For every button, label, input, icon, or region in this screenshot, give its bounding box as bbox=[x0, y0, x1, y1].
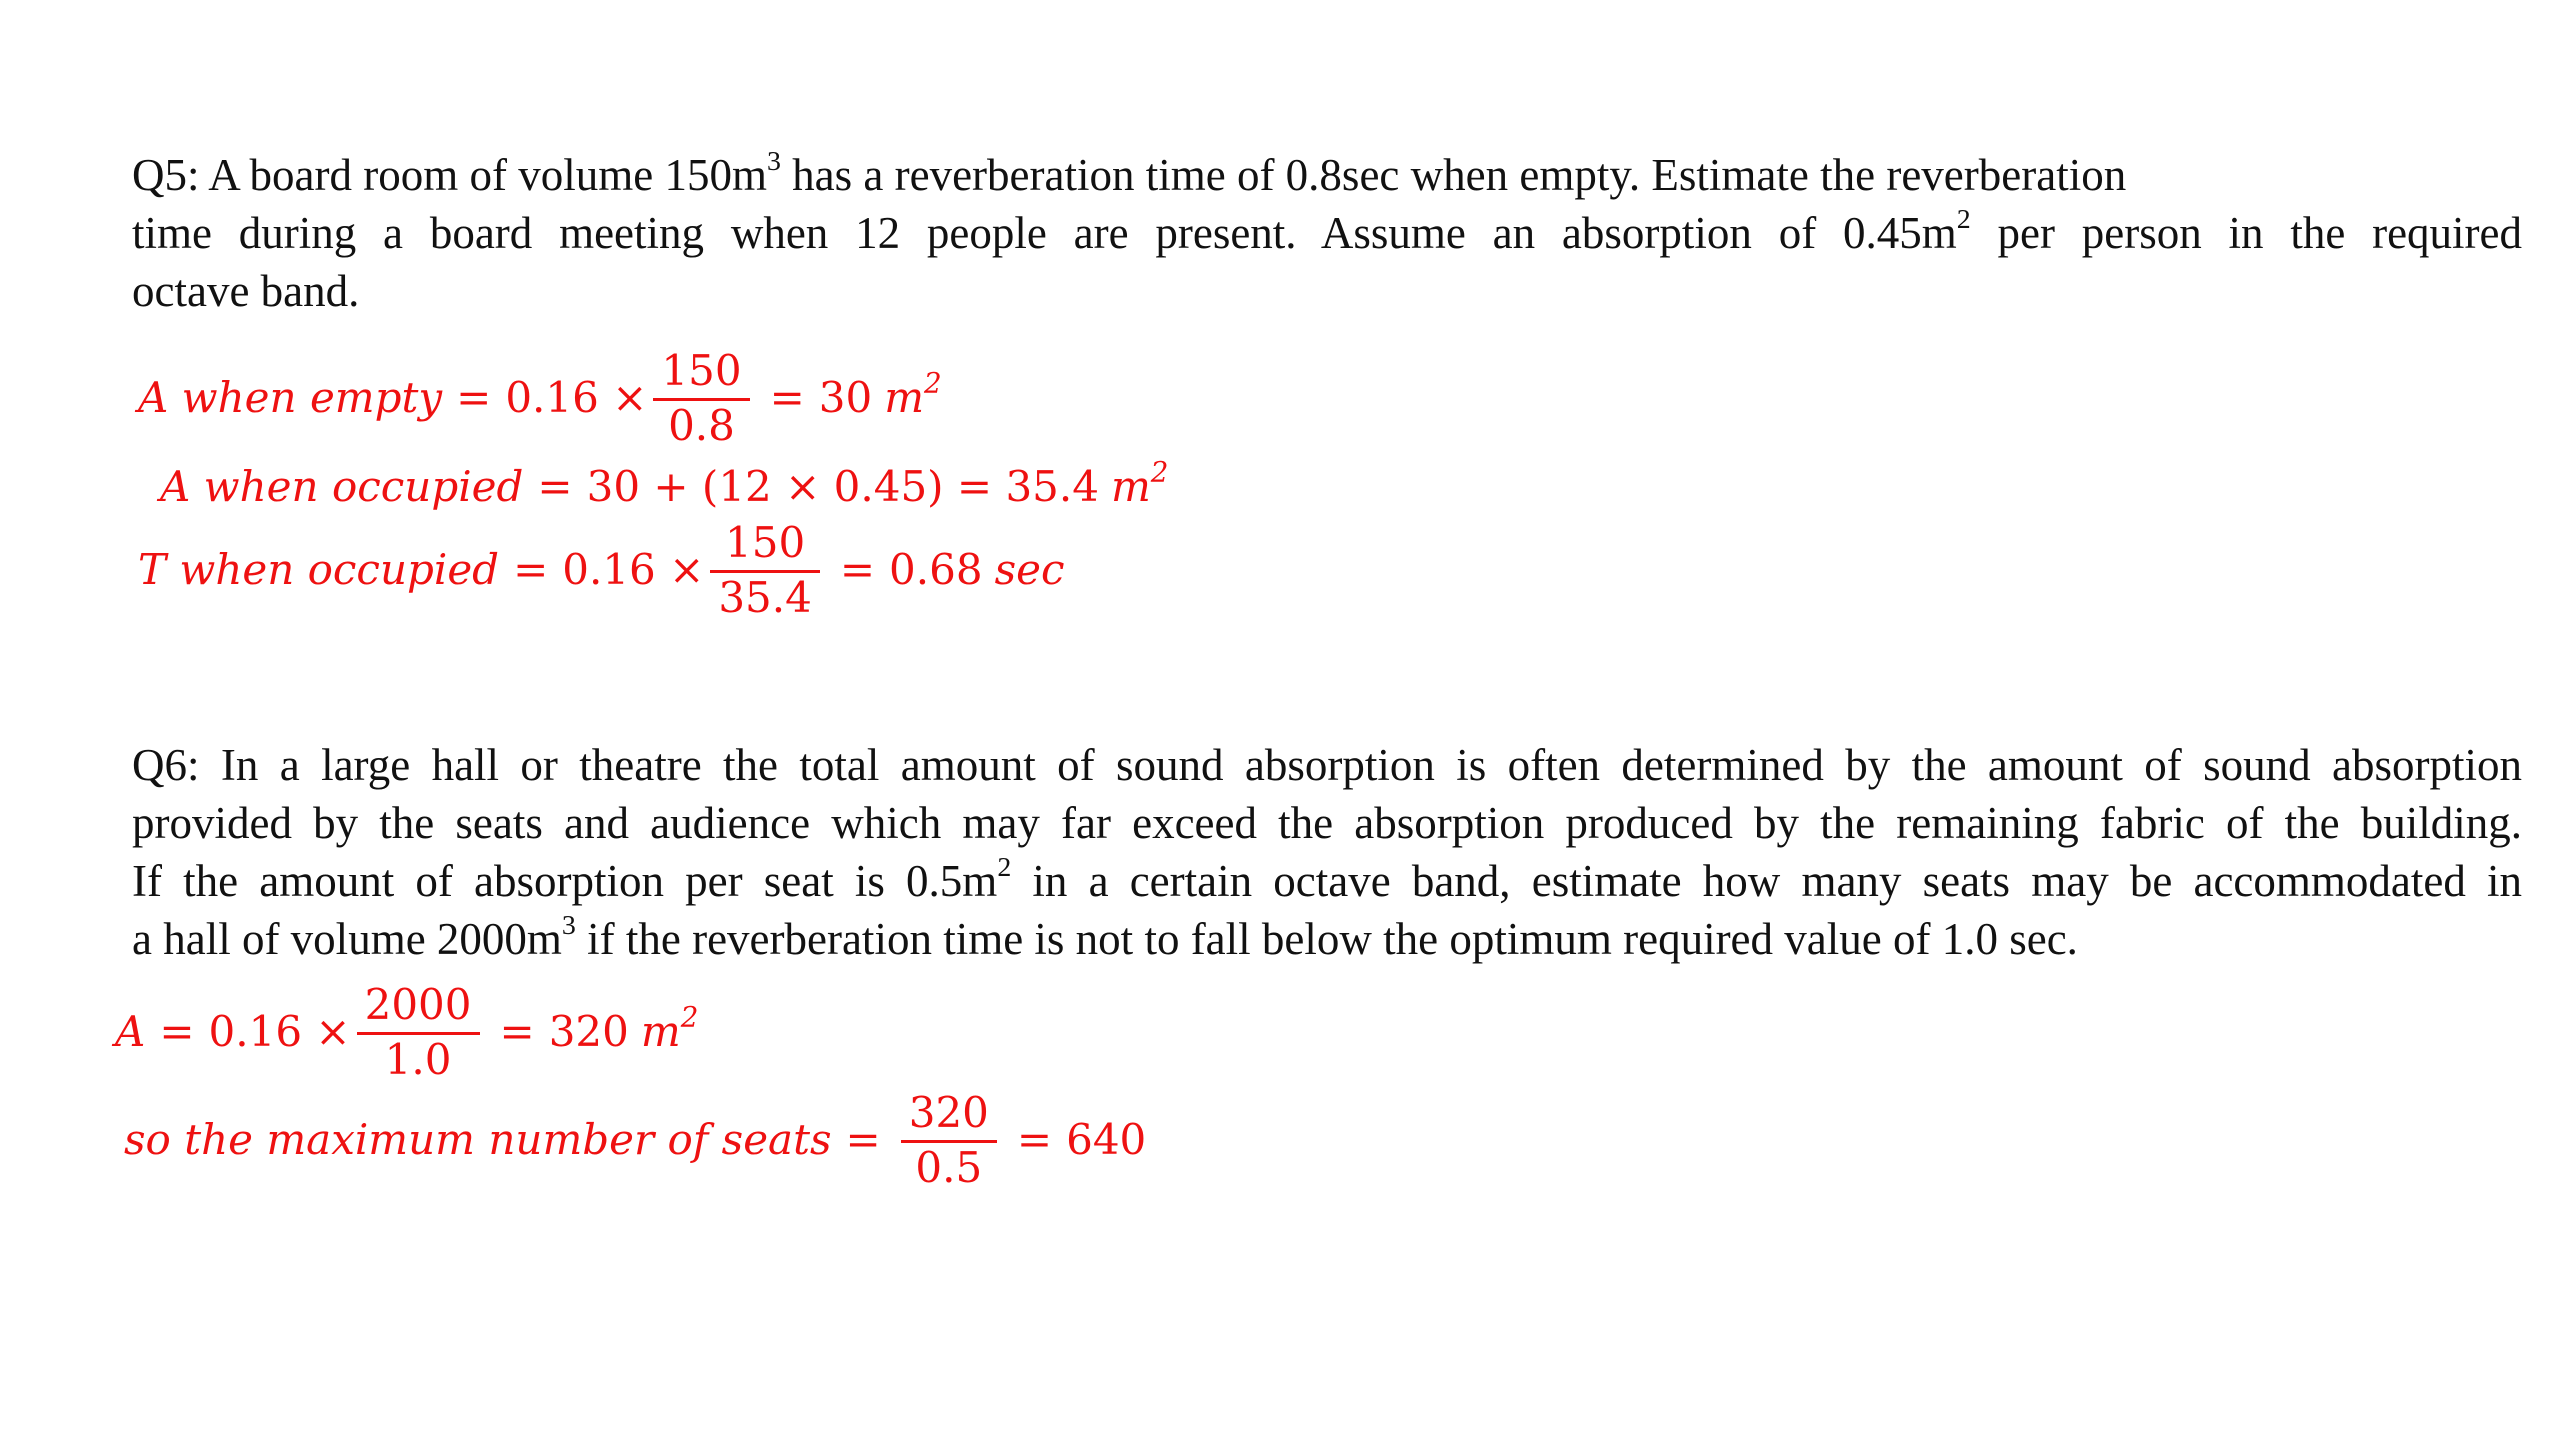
q6-eq1-equals: = bbox=[159, 1007, 195, 1056]
q5-eq3-denominator: 35.4 bbox=[718, 573, 812, 622]
q5-equation-occupied bbox=[160, 455, 1169, 511]
q6-eq1-result: 320 bbox=[548, 1007, 629, 1056]
q5-line-1-text-b: has a reverberation time of 0.8sec when empty. Estimate the reverberation bbox=[780, 150, 2127, 200]
q5-eq1-unit-superscript: 2 bbox=[924, 366, 942, 400]
q5-line-1-superscript: 3 bbox=[766, 145, 781, 177]
q5-eq1-equals-2: = bbox=[769, 373, 805, 422]
q5-eq3-result: 0.68 bbox=[889, 545, 983, 594]
q6-line-3-superscript: 2 bbox=[997, 851, 1012, 883]
q6-line-3-text-b: in a certain octave band, estimate how many seats may be accommodated in bbox=[1011, 856, 2523, 906]
q6-line-4-text-a: a hall of volume 2000m bbox=[132, 914, 562, 964]
q6-eq1-fraction bbox=[357, 980, 480, 1084]
q5-line-3: octave band. bbox=[132, 266, 360, 316]
q5-eq3-equals-2: = bbox=[839, 545, 876, 594]
q6-line-4-text-b: if the reverberation time is not to fall below the optimum required value of 1.0 sec. bbox=[575, 914, 2078, 964]
q6-eq2-equals: = bbox=[845, 1115, 881, 1164]
q5-line-2-text-b: per person in the required bbox=[1970, 208, 2523, 258]
q5-eq2-unit-base: m bbox=[1110, 462, 1151, 511]
q5-eq1-fraction bbox=[653, 346, 749, 450]
q5-line-1 bbox=[132, 146, 2522, 204]
q5-eq1-result: 30 bbox=[818, 373, 873, 422]
q6-line-3-text-a: If the amount of absorption per seat is 0.5m bbox=[132, 856, 998, 906]
q5-eq2-unit bbox=[1110, 455, 1169, 511]
q6-eq1-lhs: A bbox=[115, 1007, 146, 1056]
question-6 bbox=[132, 736, 2522, 968]
q5-eq2-unit-superscript: 2 bbox=[1150, 455, 1169, 489]
q6-eq1-equals-2: = bbox=[499, 1007, 535, 1056]
question-5 bbox=[132, 146, 2522, 320]
q6-eq2-lhs: so the maximum number of seats bbox=[124, 1115, 832, 1164]
q6-equation-seats bbox=[124, 1088, 1147, 1192]
q6-eq2-fraction bbox=[901, 1088, 997, 1192]
q6-eq1-numerator: 2000 bbox=[364, 980, 472, 1029]
q5-eq3-numerator: 150 bbox=[725, 518, 806, 567]
q6-line-4 bbox=[132, 910, 2522, 968]
q6-line-4-superscript: 3 bbox=[561, 909, 576, 941]
q6-line-2: provided by the seats and audience which may far exceed the absorption produced by the remaining fabric of the building. bbox=[132, 798, 2522, 848]
q5-line-1-text-a: Q5: A board room of volume 150m bbox=[132, 150, 767, 200]
q5-eq3-coefficient: 0.16 × bbox=[562, 545, 705, 594]
q6-eq1-denominator: 1.0 bbox=[384, 1035, 452, 1084]
q5-line-2-superscript: 2 bbox=[1956, 203, 1971, 235]
q6-eq2-denominator: 0.5 bbox=[915, 1143, 983, 1192]
q5-eq1-coefficient: 0.16 × bbox=[505, 373, 648, 422]
q6-equation-absorption bbox=[115, 980, 699, 1084]
q6-eq2-result: 640 bbox=[1066, 1115, 1147, 1164]
q6-line-3 bbox=[132, 852, 2522, 910]
q5-eq1-unit-base: m bbox=[884, 373, 925, 422]
q5-eq3-lhs: T when occupied bbox=[138, 545, 500, 594]
q5-line-2-text-a: time during a board meeting when 12 people are present. Assume an absorption of 0.45m bbox=[132, 208, 1957, 258]
q5-eq1-lhs: A when empty bbox=[138, 373, 443, 422]
q5-eq3-fraction bbox=[710, 518, 820, 622]
q5-eq2-lhs: A when occupied bbox=[160, 462, 524, 511]
q6-eq1-unit-superscript: 2 bbox=[680, 1000, 699, 1034]
q6-eq1-unit bbox=[640, 1000, 699, 1056]
q6-eq1-unit-base: m bbox=[640, 1007, 681, 1056]
q5-eq1-numerator: 150 bbox=[661, 346, 742, 395]
q6-eq2-numerator: 320 bbox=[908, 1088, 989, 1137]
q6-eq2-equals-2: = bbox=[1016, 1115, 1053, 1164]
q5-eq1-unit bbox=[884, 366, 942, 422]
q5-eq1-equals: = bbox=[456, 373, 492, 422]
q6-line-1: Q6: In a large hall or theatre the total amount of sound absorption is often determined by the amount of sound absorption bbox=[132, 740, 2522, 790]
q5-equation-time bbox=[138, 518, 1065, 622]
q5-eq3-unit: sec bbox=[994, 545, 1065, 594]
q6-eq1-coefficient: 0.16 × bbox=[208, 1007, 351, 1056]
q5-eq1-denominator: 0.8 bbox=[668, 401, 735, 450]
q5-eq2-equals: = bbox=[537, 462, 573, 511]
q5-eq3-equals: = bbox=[513, 545, 549, 594]
q5-line-2 bbox=[132, 204, 2522, 262]
q5-equation-empty bbox=[138, 346, 942, 450]
q5-eq2-expression: 30 + (12 × 0.45) = 35.4 bbox=[586, 462, 1099, 511]
